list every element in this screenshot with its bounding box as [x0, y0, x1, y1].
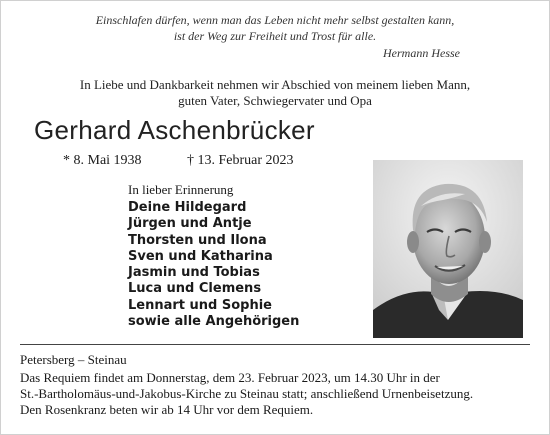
deceased-name: Gerhard Aschenbrücker — [34, 115, 315, 145]
quote-line-1: Einschlafen dürfen, wenn man das Leben nicht mehr selbst gestalten kann, — [95, 13, 455, 27]
family-member: sowie alle Angehörigen — [128, 314, 300, 330]
section-divider — [20, 344, 530, 345]
family-member: Luca und Clemens — [128, 281, 262, 297]
family-member: Sven und Katharina — [128, 248, 273, 264]
family-member: Lennart und Sophie — [128, 297, 273, 313]
family-member: Jürgen und Antje — [128, 216, 252, 232]
portrait-photo — [373, 160, 523, 338]
death-date: † 13. Februar 2023 — [187, 153, 294, 168]
service-line: Das Requiem findet am Donnerstag, dem 23. Februar 2023, um 14.30 Uhr in der — [20, 370, 440, 385]
family-member: Jasmin und Tobias — [128, 265, 260, 281]
place-line: Petersberg – Steinau — [20, 352, 127, 367]
service-info — [20, 370, 535, 418]
intro-line-1: In Liebe und Dankbarkeit nehmen wir Abschied von meinem lieben Mann, — [79, 77, 471, 92]
birth-date: * 8. Mai 1938 — [63, 153, 142, 168]
memory-label: In lieber Erinnerung — [128, 182, 234, 197]
family-member: Thorsten und Ilona — [128, 232, 267, 248]
family-list — [128, 200, 299, 330]
service-line: St.-Bartholomäus-und-Jakobus-Kirche zu Steinau statt; anschließend Urnenbeisetzung. — [20, 386, 474, 401]
service-line: Den Rosenkranz beten wir ab 14 Uhr vor dem Requiem. — [20, 402, 314, 417]
intro-line-2: guten Vater, Schwiegervater und Opa — [178, 93, 372, 108]
quote-line-2: ist der Weg zur Freiheit und Trost für alle. — [173, 29, 377, 43]
family-member: Deine Hildegard — [128, 200, 247, 215]
quote-author: Hermann Hesse — [383, 46, 460, 60]
